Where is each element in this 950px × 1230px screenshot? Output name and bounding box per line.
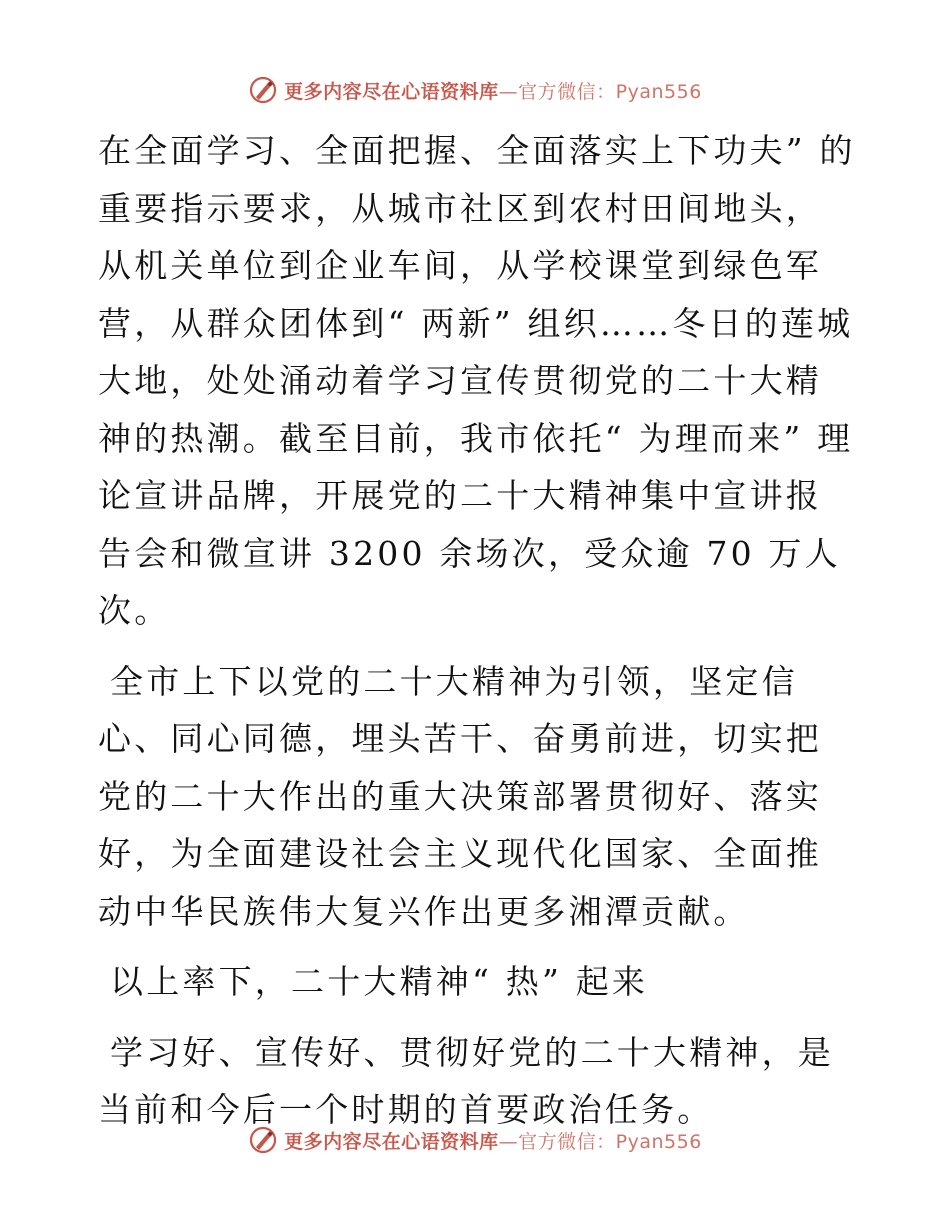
watermark-main: 更多内容尽在心语资料库 <box>284 80 499 103</box>
section-heading: 以上率下，二十大精神“ 热” 起来 <box>110 962 649 1001</box>
paragraph: 全市上下以党的二十大精神为引领，坚定信心、同心同德，埋头苦干、奋勇前进，切实把党的二十大作出的重大决策部署贯彻好、落实好，为全面建设社会主义现代化国家、全面推动中华民族伟大复兴作出更多湘潭贡献。 <box>98 661 822 931</box>
watermark-main: 更多内容尽在心语资料库 <box>284 1130 499 1153</box>
page-header-watermark <box>0 72 950 108</box>
pen-circle-icon <box>248 1125 278 1155</box>
paragraph: 学习好、宣传好、贯彻好党的二十大精神，是当前和今后一个时期的首要政治任务。 <box>98 1032 834 1129</box>
watermark-sub: —官方微信：Pyan556 <box>498 80 702 103</box>
paragraph: 在全面学习、全面把握、全面落实上下功夫” 的重要指示要求，从城市社区到农村田间地头，从机关单位到企业车间，从学校课堂到绿色军营，从群众团体到“ 两新” 组织……冬日的莲城大地，处处涌动着学习宣传贯彻党的二十大精神的热潮。截至目前，我市依托“ 为理而来” 理论宣讲品牌，开展党的二十大精神集中宣讲报告会和微宣讲 3200 余场次，受众逾 70 万人次。 <box>98 131 856 630</box>
page-footer-watermark <box>0 1122 950 1158</box>
watermark-text <box>284 1127 702 1154</box>
document-body <box>98 122 858 1152</box>
pen-circle-icon <box>248 75 278 105</box>
watermark-text <box>284 77 702 104</box>
watermark-sub: —官方微信：Pyan556 <box>498 1130 702 1153</box>
